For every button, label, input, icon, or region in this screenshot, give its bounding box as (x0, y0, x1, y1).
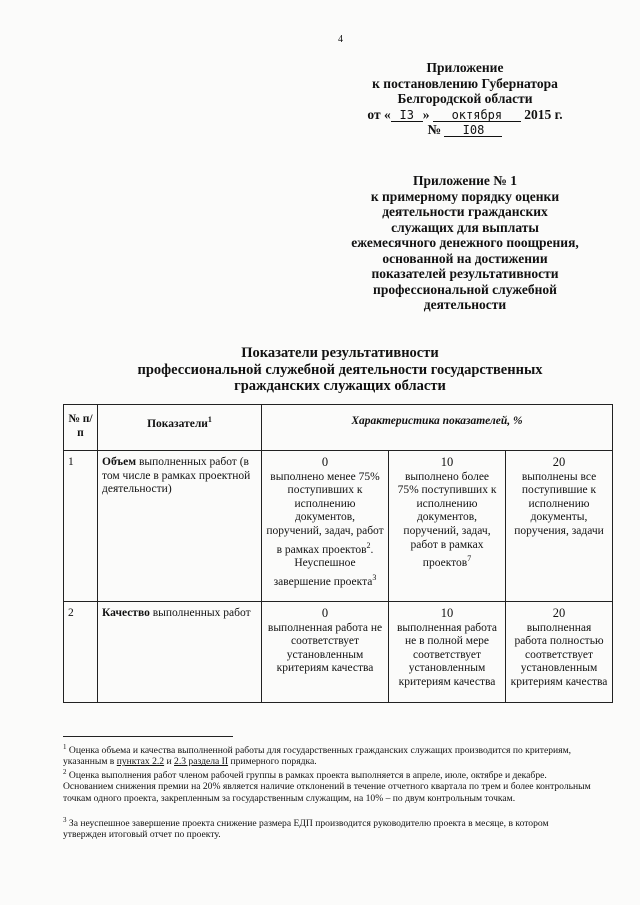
page-number: 4 (338, 34, 343, 45)
score-description: выполнено менее 75% поступивших к исполнению документов, поручений, задач, работ в рамках проектов (266, 470, 384, 556)
footnote-ref: 3 (372, 572, 377, 582)
indicators-table (63, 404, 613, 703)
score-value: 10 (440, 455, 454, 469)
footnote-marker: 2 (63, 768, 67, 776)
cell-score-20 (506, 451, 613, 602)
footnote-link: пунктах 2.2 (116, 756, 165, 768)
header-indicator-label: Показатели (147, 417, 208, 430)
row-indicator (98, 451, 262, 602)
date-prefix: от « (367, 106, 391, 122)
footnote-text: Оценка выполнения работ членом рабочей группы в рамках проекта выполняется в апреле, июле, октябре и декабре. Основанием снижения премии на 20% является наличие отклонений в течение отчетного квартала по трем и более контрольным точкам одного проекта, закрепленным за государственным служащим, на 10% – по двум контрольным точкам. (63, 770, 591, 804)
annex-block (330, 60, 600, 138)
header-number: № п/п (64, 405, 98, 451)
score-description: выполнено более 75% поступивших к исполнению документов, поручений, задач, работ в рамках проектов (397, 470, 497, 569)
footnote-text: Оценка объема и качества выполненной работы для государственных гражданских служащих производится по критериям, указанным в (63, 745, 572, 768)
row-number: 1 (64, 451, 98, 602)
score-value: 20 (552, 606, 566, 620)
date-year: 2015 г. (524, 106, 563, 122)
score-value: 10 (440, 606, 454, 620)
footnote-1 (63, 742, 593, 768)
appendix-line: показателей результативности (371, 266, 559, 281)
cell-score-10 (389, 451, 506, 602)
score-description: выполнены все поступившие к исполнению документы, поручения, задачи (514, 470, 604, 537)
footnote-2 (63, 767, 593, 804)
annex-title: Приложение (426, 60, 504, 75)
appendix-line: деятельности (423, 297, 507, 312)
footnote-text: и (164, 756, 175, 768)
footnote-link: 2.3 раздела II (174, 756, 229, 768)
date-sep: » (422, 106, 430, 122)
footnote-ref: 1 (207, 415, 212, 424)
table-row (64, 602, 613, 703)
footnote-text: За неуспешное завершение проекта снижение размера ЕДП производится руководителю проекта в месяце, в котором утвержден итоговый отчет по проекту. (63, 818, 549, 841)
footnote-separator (63, 736, 233, 737)
appendix-line: к примерному порядку оценки (370, 188, 560, 204)
heading-line: Показатели результативности (241, 345, 439, 361)
document-heading (90, 345, 590, 395)
score-description-cont: . Неуспешное завершение проекта (273, 543, 374, 588)
row-indicator (98, 602, 262, 703)
score-description: выполненная работа полностью соответствует установленным критериям качества (510, 621, 608, 688)
score-value: 20 (552, 455, 566, 469)
appendix-title: Приложение № 1 (413, 173, 517, 188)
cell-score-20 (506, 602, 613, 703)
heading-line: профессиональной служебной деятельности государственных (137, 361, 543, 378)
table-header-row (64, 405, 613, 451)
appendix-line: служащих для выплаты (391, 219, 539, 235)
score-description: выполненная работа не в полной мере соответствует установленным критериям качества (396, 621, 498, 688)
document-number: I08 (444, 124, 502, 137)
indicator-rest: выполненных работ (149, 607, 251, 619)
header-indicator (98, 405, 262, 451)
date-day: I3 (391, 109, 423, 122)
footnote-ref: 7 (467, 554, 472, 564)
indicator-bold: Качество (102, 607, 150, 619)
row-number: 2 (64, 602, 98, 703)
appendix-line: ежемесячного денежного поощрения, (351, 235, 579, 250)
table-row (64, 451, 613, 602)
annex-line-decree: к постановлению Губернатора (372, 75, 558, 91)
score-value: 0 (321, 455, 329, 469)
footnote-marker: 1 (63, 743, 67, 751)
indicator-rest: выполненных работ (в том числе в рамках проектной деятельности) (102, 456, 251, 496)
heading-line: гражданских служащих области (234, 378, 446, 394)
footnote-3 (63, 815, 593, 841)
footnote-marker: 3 (63, 816, 67, 824)
appendix-line: деятельности гражданских (382, 204, 548, 219)
cell-score-10 (389, 602, 506, 703)
date-month: октября (433, 109, 521, 122)
appendix-line: основанной на достижении (382, 250, 548, 266)
annex-date-line (330, 107, 600, 123)
annex-line-region: Белгородской области (397, 91, 533, 106)
number-label: № (427, 122, 442, 137)
indicator-bold: Объем (102, 456, 137, 468)
annex-number-line (330, 122, 600, 138)
cell-score-0 (262, 451, 389, 602)
appendix-line: профессиональной служебной (373, 281, 557, 297)
score-description: выполненная работа не соответствует установленным критериям качества (267, 621, 383, 675)
appendix-block (330, 173, 600, 313)
footnote-text: примерного порядка. (228, 756, 317, 768)
cell-score-0 (262, 602, 389, 703)
score-value: 0 (321, 606, 329, 620)
footnote-ref: 2 (366, 540, 371, 550)
header-characteristics: Характеристика показателей, % (262, 405, 613, 451)
